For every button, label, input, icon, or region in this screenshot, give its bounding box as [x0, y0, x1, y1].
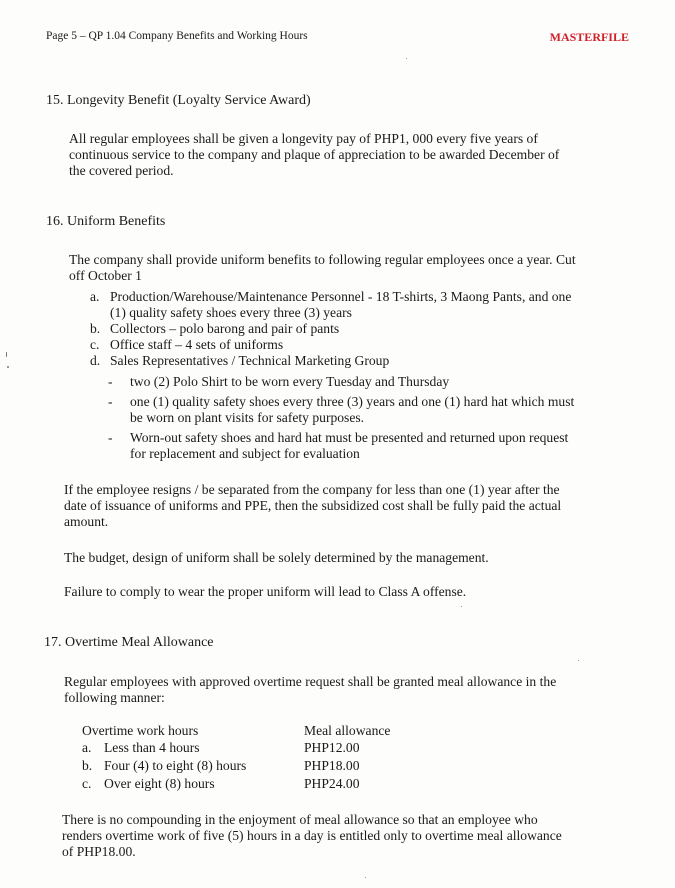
- section-15-body: [69, 131, 627, 179]
- paragraph-line: off October 1: [69, 268, 142, 283]
- budget-paragraph: The budget, design of uniform shall be solely determined by the management.: [64, 550, 489, 565]
- paragraph-line: renders overtime work of five (5) hours in a day is entitled only to overtime meal allowance: [62, 828, 562, 843]
- column-header-hours: Overtime work hours: [82, 723, 199, 738]
- list-marker: c.: [90, 337, 100, 352]
- scan-speck: [578, 660, 579, 661]
- list-marker: b.: [90, 321, 101, 336]
- masterfile-stamp: MASTERFILE: [549, 30, 629, 44]
- row-marker: c.: [82, 776, 92, 791]
- list-item: [90, 289, 630, 305]
- paragraph-line: the covered period.: [69, 163, 174, 178]
- uniform-list: [90, 289, 630, 369]
- sales-sublist: [108, 374, 628, 462]
- scan-speck: [7, 366, 9, 368]
- resignation-paragraph: [64, 482, 624, 530]
- failure-paragraph: Failure to comply to wear the proper uniform will lead to Class A offense.: [64, 584, 467, 599]
- scan-speck: [406, 58, 407, 59]
- paragraph-line: following manner:: [64, 690, 165, 705]
- list-item-text: Office staff – 4 sets of uniforms: [110, 337, 284, 352]
- list-item-text: Sales Representatives / Technical Marketing Group: [110, 353, 390, 368]
- section-17-intro: [64, 674, 624, 706]
- paragraph-line: Regular employees with approved overtime request shall be granted meal allowance in the: [64, 674, 557, 689]
- closing-paragraph: [62, 812, 624, 860]
- section-16-intro: [69, 252, 627, 284]
- row-marker: a.: [82, 740, 92, 755]
- sub-item-text: two (2) Polo Shirt to be worn every Tuesday and Thursday: [130, 374, 450, 389]
- list-item: [90, 321, 630, 337]
- paragraph-line: There is no compounding in the enjoyment of meal allowance so that an employee who: [62, 812, 538, 827]
- table-row: [82, 758, 442, 776]
- scan-speck: [365, 877, 366, 878]
- sub-item: [108, 374, 628, 390]
- sub-item-text: one (1) quality safety shoes every three (3) years and one (1) hard hat which must: [130, 394, 575, 409]
- paragraph-line: All regular employees shall be given a longevity pay of PHP1, 000 every five years of: [69, 131, 538, 146]
- scan-speck: [461, 606, 462, 607]
- list-item-text: Production/Warehouse/Maintenance Personnel - 18 T-shirts, 3 Maong Pants, and one: [110, 289, 572, 304]
- page-header: [46, 30, 629, 46]
- row-amount: PHP24.00: [304, 776, 360, 791]
- list-item: [90, 353, 630, 369]
- table-row: [82, 740, 442, 758]
- paragraph-line: If the employee resigns / be separated from the company for less than one (1) year after the: [64, 482, 560, 497]
- meal-allowance-table: [82, 723, 442, 794]
- sub-item-text: Worn-out safety shoes and hard hat must be presented and returned upon request: [130, 430, 569, 445]
- dash-bullet: -: [108, 394, 113, 409]
- paragraph-line: date of issuance of uniforms and PPE, then the subsidized cost shall be fully paid the actual: [64, 498, 562, 513]
- header-title: Page 5 – QP 1.04 Company Benefits and Working Hours: [46, 30, 308, 42]
- sub-item: [108, 430, 628, 446]
- list-item-text: Collectors – polo barong and pair of pants: [110, 321, 340, 336]
- section-16-title: 16. Uniform Benefits: [46, 214, 166, 229]
- row-hours: Over eight (8) hours: [104, 776, 215, 791]
- dash-bullet: -: [108, 430, 113, 445]
- paragraph-line: The company shall provide uniform benefits to following regular employees once a year. Cut: [69, 252, 576, 267]
- list-marker: d.: [90, 353, 101, 368]
- sub-item: [108, 394, 628, 410]
- table-header: [82, 723, 442, 740]
- sub-item-continuation: be worn on plant visits for safety purposes.: [130, 410, 365, 425]
- row-marker: b.: [82, 758, 93, 773]
- row-amount: PHP12.00: [304, 740, 360, 755]
- paragraph-line: continuous service to the company and plaque of appreciation to be awarded December of: [69, 147, 560, 162]
- scan-speck: [6, 352, 7, 357]
- section-15-title: 15. Longevity Benefit (Loyalty Service Award): [46, 93, 311, 108]
- row-hours: Four (4) to eight (8) hours: [104, 758, 247, 773]
- paragraph-line: of PHP18.00.: [62, 844, 136, 859]
- list-item: [90, 337, 630, 353]
- row-hours: Less than 4 hours: [104, 740, 200, 755]
- paragraph-line: amount.: [64, 514, 109, 529]
- section-17-title: 17. Overtime Meal Allowance: [44, 635, 214, 650]
- list-item-continuation: (1) quality safety shoes every three (3) years: [110, 305, 352, 320]
- table-row: [82, 776, 442, 794]
- sub-item-continuation: for replacement and subject for evaluation: [130, 446, 360, 461]
- row-amount: PHP18.00: [304, 758, 360, 773]
- column-header-allowance: Meal allowance: [304, 723, 391, 738]
- list-marker: a.: [90, 289, 100, 304]
- dash-bullet: -: [108, 374, 113, 389]
